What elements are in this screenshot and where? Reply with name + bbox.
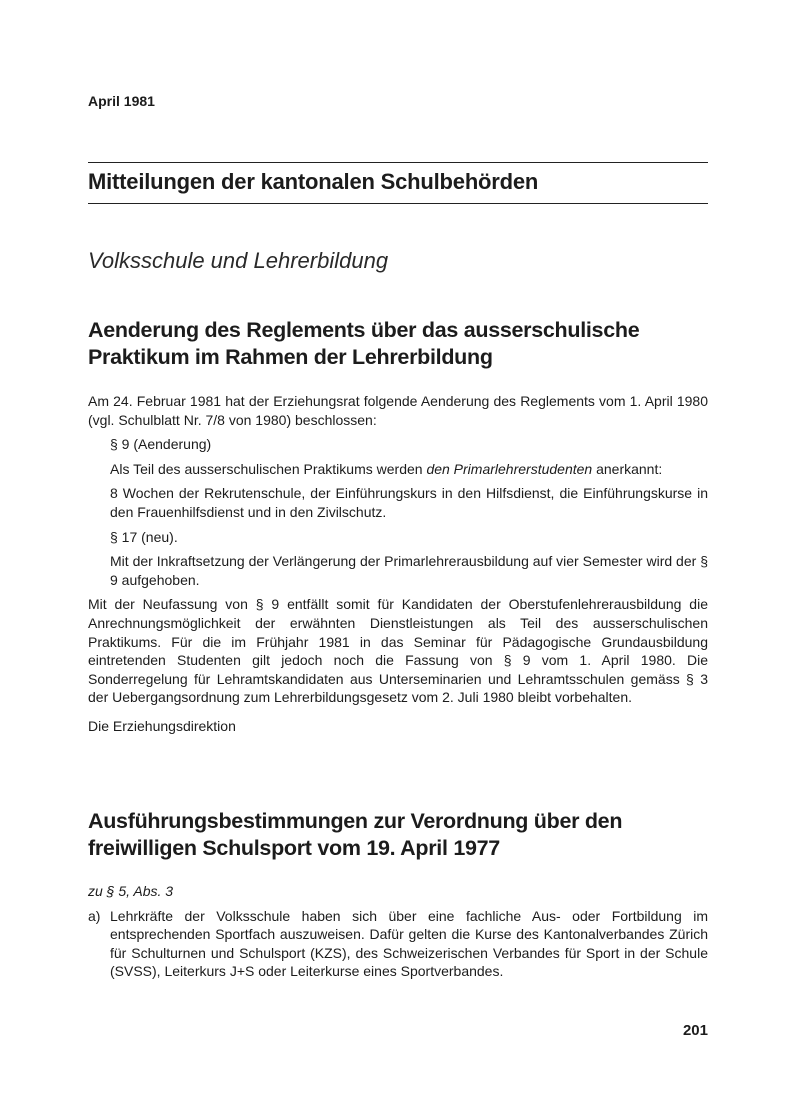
section-title: Mitteilungen der kantonalen Schulbehörden [88,169,539,194]
article1-body [88,392,708,736]
article1-intro: Am 24. Februar 1981 hat der Erziehungsrat folgende Aenderung des Reglements vom 1. April 1980 (vgl. Schulblatt Nr. 7/8 von 1980) beschlossen: [88,393,708,428]
paragraph9-text: Als Teil des ausserschulischen Praktikums werden den Primarlehrerstudenten anerkannt: [110,460,663,477]
paragraph9-heading: § 9 (Aenderung) [110,436,212,453]
article1-signature: Die Erziehungsdirektion [88,717,236,734]
article2-reference: zu § 5, Abs. 3 [88,883,174,899]
item-a-label: a) [88,907,101,924]
section-subtitle: Volksschule und Lehrerbildung [88,248,389,273]
article2-body [88,882,708,981]
item-a-text: Lehrkräfte der Volksschule haben sich über eine fachliche Aus- oder Fortbildung im entsprechenden Sportfach auszuweisen. Dafür gelten die Kurse des Kantonalverbandes Zürich für Schulturnen und Schulsport (KZS), des Schweizerischen Verbandes für Sport in der Schule (SVSS), Leiterkurs J+S oder Leiterkurse eines Sportverbandes. [110,907,708,980]
bottom-divider [88,203,708,204]
article2-heading [88,808,718,862]
issue-date: April 1981 [88,93,155,109]
page-number: 201 [682,1022,708,1039]
article2-item-a [88,907,708,981]
article2-heading-line2: freiwilligen Schulsport vom 19. April 1977 [88,836,500,860]
article2-heading-line1: Ausführungsbestimmungen zur Verordnung über den [88,809,623,833]
article1-heading-line1: Aenderung des Reglements über das ausserschulische [88,318,640,342]
paragraph9-list: 8 Wochen der Rekrutenschule, der Einführungskurs in den Hilfsdienst, die Einführungskurse in den Frauenhilfsdienst und in den Zivilschutz. [110,485,708,520]
article1-heading-line2: Praktikum im Rahmen der Lehrerbildung [88,345,493,369]
article1-main-text: Mit der Neufassung von § 9 entfällt somit für Kandidaten der Oberstufenlehrerausbildung die Anrechnungsmöglichkeit der erwähnten Dienstleistungen als Teil des ausserschulischen Praktikums. Für die im Frühjahr 1981 in das Seminar für Pädagogische Grundausbildung eintretenden Studenten gilt jedoch noch die Fassung von § 9 vom 1. April 1980. Die Sonderregelung für Lehramtskandidaten aus Unterseminarien und Lehramtsschulen gemäss § 3 der Uebergangsordnung zum Lehrerbildungsgesetz vom 2. Juli 1980 bleibt vorbehalten. [88,596,708,706]
article1-heading [88,317,718,371]
paragraph17-heading: § 17 (neu). [110,528,178,545]
paragraph17-text: Mit der Inkraftsetzung der Verlängerung der Primarlehrerausbildung auf vier Semester wird der § 9 aufgehoben. [110,553,708,588]
top-divider [88,162,708,163]
